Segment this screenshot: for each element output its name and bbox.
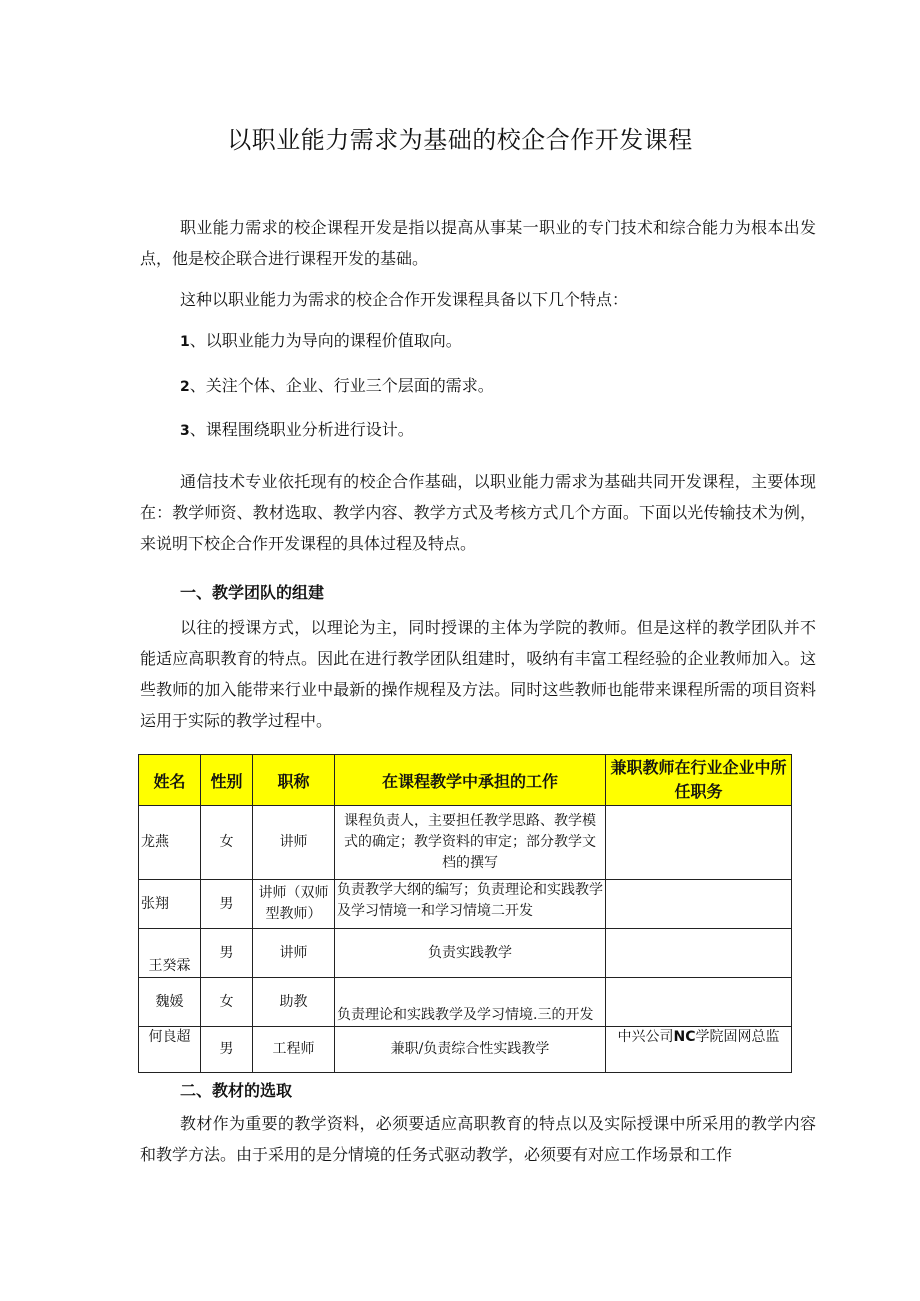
table-row (139, 880, 792, 929)
table-header-row (139, 755, 792, 806)
cell-work: 负责教学大纲的编写；负责理论和实践教学及学习情境一和学习情境二开发 (335, 880, 606, 929)
cell-title: 讲师 (253, 929, 335, 978)
cell-title: 讲师（双师型教师） (253, 880, 335, 929)
feature-item (180, 328, 462, 351)
header-sex: 性别 (201, 755, 253, 806)
intro-paragraph-1: 职业能力需求的校企课程开发是指以提高从事某一职业的专门技术和综合能力为根本出发点，他是校企联合进行课程开发的基础。 (140, 218, 816, 268)
section-1-heading: 一、教学团队的组建 (180, 583, 325, 602)
table-row (139, 978, 792, 1027)
feature-number: 2 (180, 379, 190, 395)
cell-work: 课程负责人，主要担任教学思路、教学模式的确定；教学资料的审定；部分教学文档的撰写 (335, 806, 606, 880)
feature-number: 3 (180, 423, 190, 439)
table-row (139, 806, 792, 880)
cell-work: 兼职/负责综合性实践教学 (335, 1027, 606, 1073)
cell-job (606, 1027, 792, 1073)
feature-text: 、以职业能力为导向的课程价值取向。 (189, 331, 462, 350)
intro-paragraph-2: 这种以职业能力为需求的校企合作开发课程具备以下几个特点： (180, 290, 629, 309)
cell-title: 讲师 (253, 806, 335, 880)
feature-item (180, 417, 414, 440)
cell-work: 负责实践教学 (335, 929, 606, 978)
cell-name: 魏媛 (139, 978, 201, 1027)
cell-name: 王癸霖 (139, 929, 201, 978)
cell-sex: 女 (201, 978, 253, 1027)
job-text: 中兴公司NC学院固网总监 (617, 1029, 780, 1045)
cell-title: 助教 (253, 978, 335, 1027)
cell-job (606, 806, 792, 880)
intro-paragraph-3: 通信技术专业依托现有的校企合作基础，以职业能力需求为基础共同开发课程，主要体现在：教学师资、教材选取、教学内容、教学方式及考核方式几个方面。下面以光传输技术为例，来说明下校企合作开发课程的具体过程及特点。 (140, 472, 816, 553)
header-title: 职称 (253, 755, 335, 806)
cell-job (606, 978, 792, 1027)
page-title: 以职业能力需求为基础的校企合作开发课程 (227, 126, 693, 154)
cell-work: 负责理论和实践教学及学习情境.三的开发 (335, 978, 606, 1027)
cell-job (606, 880, 792, 929)
section-2-paragraph: 教材作为重要的教学资料，必须要适应高职教育的特点以及实际授课中所采用的教学内容和教学方法。由于采用的是分情境的任务式驱动教学，必须要有对应工作场景和工作 (140, 1114, 816, 1164)
feature-number: 1 (180, 334, 190, 350)
cell-title: 工程师 (253, 1027, 335, 1073)
table-row (139, 1027, 792, 1073)
section-1-paragraph: 以往的授课方式，以理论为主，同时授课的主体为学院的教师。但是这样的教学团队并不能适应高职教育的特点。因此在进行教学团队组建时，吸纳有丰富工程经验的企业教师加入。这些教师的加入能带来行业中最新的操作规程及方法。同时这些教师也能带来课程所需的项目资料运用于实际的教学过程中。 (140, 618, 816, 730)
cell-sex: 女 (201, 806, 253, 880)
table-row (139, 929, 792, 978)
feature-text: 、课程围绕职业分析进行设计。 (189, 420, 414, 439)
teacher-table (138, 754, 792, 1073)
cell-name: 何良超 (139, 1027, 201, 1073)
cell-name: 张翔 (139, 880, 201, 929)
cell-sex: 男 (201, 1027, 253, 1073)
header-work: 在课程教学中承担的工作 (335, 755, 606, 806)
feature-item (180, 373, 494, 396)
header-name: 姓名 (139, 755, 201, 806)
cell-name: 龙燕 (139, 806, 201, 880)
feature-text: 、关注个体、企业、行业三个层面的需求。 (189, 376, 494, 395)
section-2-heading: 二、教材的选取 (180, 1081, 293, 1100)
header-job: 兼职教师在行业企业中所任职务 (606, 755, 792, 806)
cell-sex: 男 (201, 880, 253, 929)
cell-job (606, 929, 792, 978)
cell-sex: 男 (201, 929, 253, 978)
